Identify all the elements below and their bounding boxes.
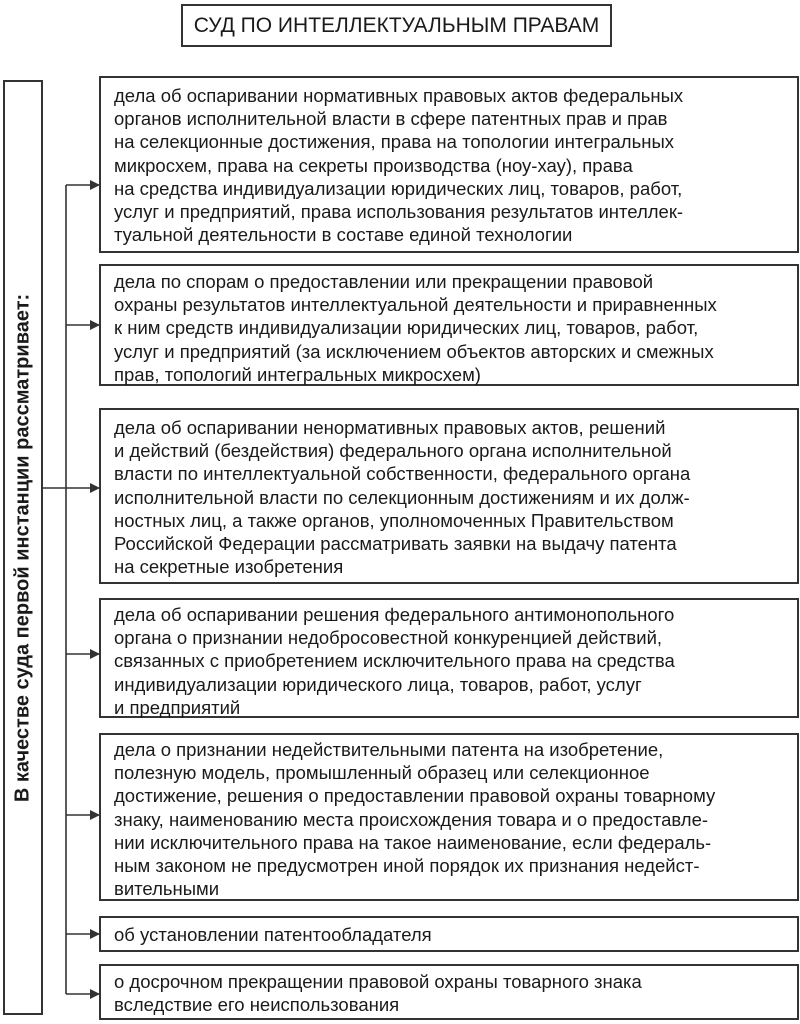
case-line: нии исключительного права на такое наименование, если федераль-	[114, 831, 712, 853]
case-line: полезную модель, промышленный образец или селекционное	[114, 762, 650, 784]
case-line: вительными	[114, 878, 220, 900]
first-instance-label: В качестве суда первой инстанции рассматривает:	[11, 293, 34, 803]
case-line: ностных лиц, а также органов, уполномоченных Правительством	[114, 509, 674, 531]
case-line: органов исполнительной власти в сфере патентных прав и прав	[114, 108, 668, 130]
case-line: туальной деятельности в составе единой технологии	[114, 224, 573, 246]
case-line: на средства индивидуализации юридических лиц, товаров, работ,	[114, 177, 683, 199]
case-box-6	[99, 916, 799, 952]
case-line: дела об оспаривании нормативных правовых актов федеральных	[114, 85, 684, 106]
case-box-4	[99, 598, 799, 718]
case-line: услуг и предприятий (за исключением объектов авторских и смежных	[114, 340, 714, 362]
case-line: исполнительной власти по селекционным достижениям и их долж-	[114, 486, 690, 508]
case-line: об установлении патентообладателя	[114, 924, 432, 945]
case-line: власти по интеллектуальной собственности, федерального органа	[114, 463, 691, 485]
case-line: о досрочном прекращении правовой охраны товарного знака	[114, 971, 642, 992]
case-box-3	[99, 408, 799, 584]
case-line: связанных с приобретением исключительного права на средства	[114, 650, 675, 672]
case-line: микросхем, права на секреты производства (ноу-хау), права	[114, 154, 633, 176]
case-box-1	[99, 76, 799, 253]
case-line: органа о признании недобросовестной конкуренцией действий,	[114, 627, 663, 649]
case-line: вследствие его неиспользования	[114, 994, 400, 1016]
case-box-5	[99, 733, 799, 901]
case-box-2	[99, 264, 799, 386]
case-line: и предприятий	[114, 696, 241, 718]
case-line: услуг и предприятий, права использования результатов интеллек-	[114, 201, 684, 223]
case-line: знаку, наименованию места происхождения товара и о предоставле-	[114, 808, 709, 830]
case-line: на селекционные достижения, права на топологии интегральных	[114, 131, 674, 153]
case-line: дела по спорам о предоставлении или прекращении правовой	[114, 271, 654, 292]
case-line: ным законом не предусмотрен иной порядок их признания недейст-	[114, 855, 700, 877]
case-line: охраны результатов интеллектуальной деятельности и приравненных	[114, 294, 717, 316]
case-line: прав, топологий интегральных микросхем)	[114, 363, 481, 385]
case-line: дела об оспаривании ненормативных правовых актов, решений	[114, 417, 666, 438]
case-line: к ним средств индивидуализации юридических лиц, товаров, работ,	[114, 317, 699, 339]
case-line: Российской Федерации рассматривать заявки на выдачу патента	[114, 533, 677, 555]
case-line: и действий (бездействия) федерального органа исполнительной	[114, 440, 672, 462]
case-line: дела о признании недействительными патента на изобретение,	[114, 739, 664, 760]
case-line: дела об оспаривании решения федерального антимонопольного	[114, 604, 675, 625]
case-box-7	[99, 964, 799, 1020]
court-title: СУД ПО ИНТЕЛЛЕКТУАЛЬНЫМ ПРАВАМ	[181, 4, 612, 47]
case-line: достижение, решения о предоставлении правовой охраны товарному	[114, 785, 716, 807]
case-line: индивидуализации юридического лица, товаров, работ, услуг	[114, 673, 642, 695]
case-line: на секретные изобретения	[114, 556, 344, 578]
